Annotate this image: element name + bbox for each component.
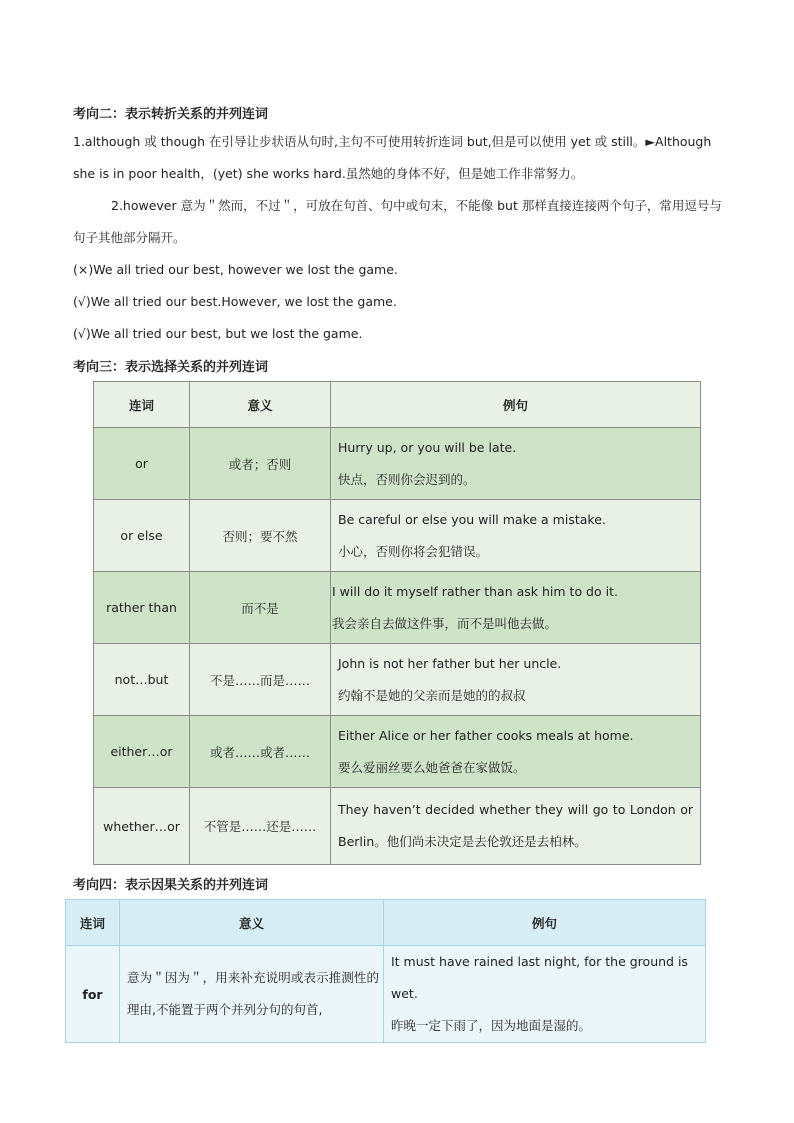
example-cell — [331, 572, 701, 644]
example-english: Hurry up, or you will be late. — [338, 439, 517, 455]
section2-heading: 考向二：表示转折关系的并列连词 — [73, 107, 269, 122]
header-conjunction: 连词 — [66, 900, 120, 946]
example-english: John is not her father but her uncle. — [338, 655, 562, 671]
example-chinese: 昨晚一定下雨了，因为地面是湿的。 — [391, 1018, 592, 1033]
meaning-cell: 意为＂因为＂，用来补充说明或表示推测性的理由,不能置于两个并列分句的句首, — [120, 946, 384, 1043]
conjunction-cell: whether…or — [94, 788, 190, 865]
meaning-cell: 不管是……还是…… — [190, 788, 331, 865]
header-example: 例句 — [331, 382, 701, 428]
causal-conjunctions-table — [65, 899, 706, 1043]
conjunction-cell: not…but — [94, 644, 190, 716]
example-cell — [331, 428, 701, 500]
example-chinese: 小心，否则你将会犯错误。 — [338, 543, 489, 559]
table-row — [66, 946, 706, 1043]
header-conjunction: 连词 — [94, 382, 190, 428]
example-cell — [331, 716, 701, 788]
conjunction-cell: or else — [94, 500, 190, 572]
table-row — [94, 572, 701, 644]
header-example: 例句 — [384, 900, 706, 946]
example-english: Be careful or else you will make a mistake. — [338, 511, 606, 527]
meaning-cell: 或者……或者…… — [190, 716, 331, 788]
conjunction-cell: for — [66, 946, 120, 1043]
conjunction-cell: rather than — [94, 572, 190, 644]
example-correct-1: (√)We all tried our best.However, we lost the game. — [73, 294, 397, 309]
example-chinese: 要么爱丽丝要么她爸爸在家做饭。 — [338, 759, 526, 775]
section2-paragraph-1: 1.although 或 though 在引导让步状语从句时,主句不可使用转折连词 but,但是可以使用 yet 或 still。►Although she is in poor health，(yet) she works hard.虽然她的身体不好，但是她工作非常努力。 — [73, 134, 712, 181]
example-cell: They haven’t decided whether they will go to London or Berlin。他们尚未决定是去伦敦还是去柏林。 — [331, 788, 701, 865]
example-english: It must have rained last night, for the ground is wet. — [391, 954, 688, 1001]
table-header-row — [66, 900, 706, 946]
example-english: Either Alice or her father cooks meals at home. — [338, 727, 634, 743]
table-row — [94, 788, 701, 865]
choice-conjunctions-table — [93, 381, 701, 865]
header-meaning: 意义 — [120, 900, 384, 946]
table-row — [94, 644, 701, 716]
table-row — [94, 500, 701, 572]
example-cell — [384, 946, 706, 1043]
table-header-row — [94, 382, 701, 428]
meaning-cell: 而不是 — [190, 572, 331, 644]
meaning-cell: 或者；否则 — [190, 428, 331, 500]
conjunction-cell: or — [94, 428, 190, 500]
table-row — [94, 428, 701, 500]
example-english: I will do it myself rather than ask him to do it. — [332, 583, 618, 599]
section4-heading: 考向四：表示因果关系的并列连词 — [73, 878, 269, 893]
example-chinese: 约翰不是她的父亲而是她的的叔叔 — [338, 687, 526, 703]
meaning-cell: 否则；要不然 — [190, 500, 331, 572]
example-cell — [331, 500, 701, 572]
example-chinese: 我会亲自去做这件事，而不是叫他去做。 — [332, 615, 558, 631]
example-cell — [331, 644, 701, 716]
table-row — [94, 716, 701, 788]
example-wrong: (×)We all tried our best, however we lost the game. — [73, 262, 398, 277]
meaning-cell: 不是……而是…… — [190, 644, 331, 716]
section2-paragraph-2: 2.however 意为＂然而，不过＂，可放在句首、句中或句末，不能像 but 那样直接连接两个句子，常用逗号与句子其他部分隔开。 — [73, 198, 722, 245]
header-meaning: 意义 — [190, 382, 331, 428]
section3-heading: 考向三：表示选择关系的并列连词 — [73, 360, 269, 375]
example-correct-2: (√)We all tried our best, but we lost the game. — [73, 326, 363, 341]
example-chinese: 快点，否则你会迟到的。 — [338, 471, 476, 487]
conjunction-cell: either…or — [94, 716, 190, 788]
